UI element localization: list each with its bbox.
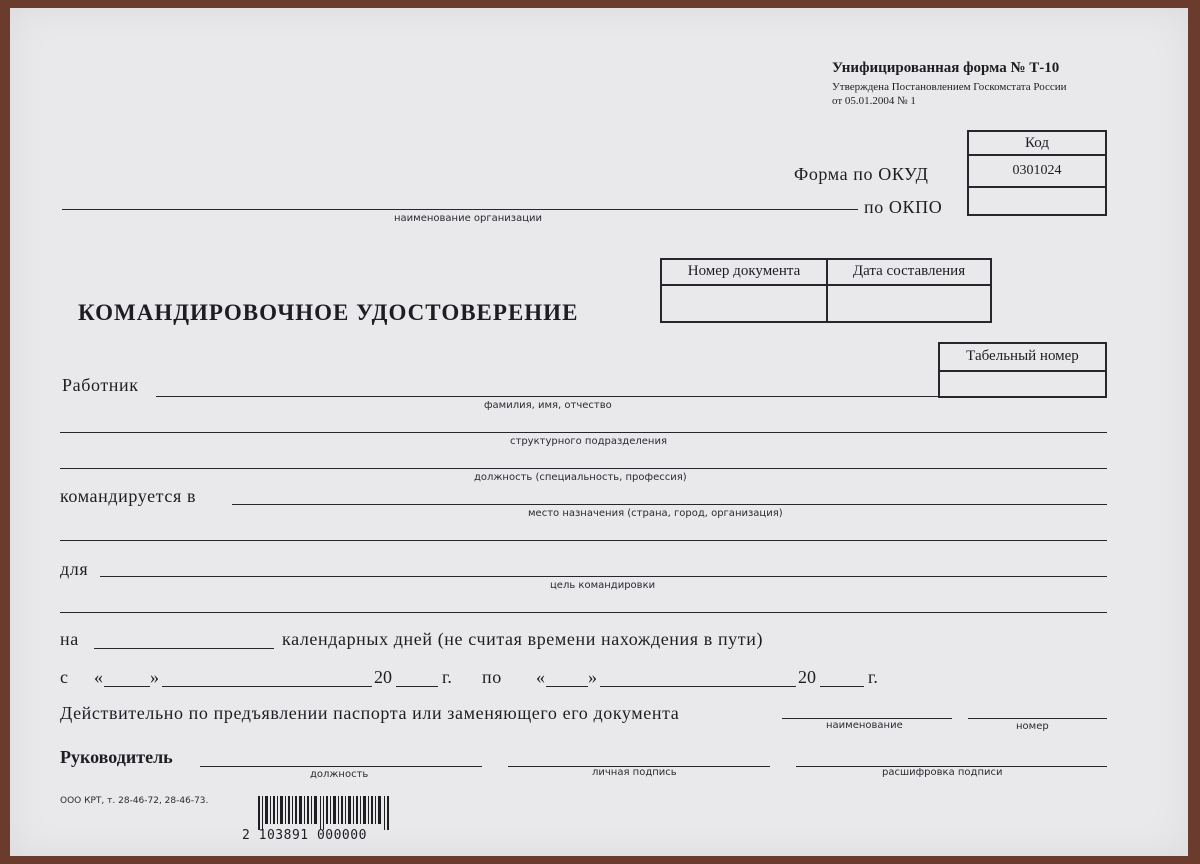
manager-position-field[interactable] <box>200 766 482 767</box>
passport-number-caption: номер <box>1016 721 1049 732</box>
period-from-year-prefix: 20 <box>374 667 392 687</box>
form-sheet <box>10 8 1188 856</box>
department-caption: структурного подразделения <box>510 436 667 447</box>
purpose-caption: цель командировки <box>550 580 656 591</box>
period-to-day-field[interactable] <box>546 686 588 687</box>
approved-line-1: Утверждена Постановлением Госкомстата России <box>832 81 1067 93</box>
employee-name-field[interactable] <box>156 396 938 397</box>
manager-position-caption: должность <box>310 769 369 780</box>
position-caption: должность (специальность, профессия) <box>474 472 687 483</box>
duration-prefix: на <box>60 629 79 649</box>
code-box <box>967 130 1107 216</box>
period-to-open-quote: « <box>536 667 545 687</box>
tabel-number-box <box>938 342 1107 398</box>
barcode-icon <box>258 796 394 830</box>
destination-field[interactable] <box>232 504 1107 505</box>
document-number-header: Номер документа <box>687 263 801 279</box>
period-from-day-field[interactable] <box>104 686 150 687</box>
passport-text: Действительно по предъявлении паспорта или заменяющего его документа <box>60 703 680 723</box>
period-to-close-quote: » <box>588 667 597 687</box>
period-from-close-quote: » <box>150 667 159 687</box>
destination-caption: место назначения (страна, город, организация) <box>528 508 783 519</box>
period-to-year-suffix: г. <box>868 667 878 687</box>
document-title: КОМАНДИРОВОЧНОЕ УДОСТОВЕРЕНИЕ <box>78 300 579 325</box>
position-field[interactable] <box>60 468 1107 469</box>
department-field[interactable] <box>60 432 1107 433</box>
document-number-cell[interactable] <box>662 286 825 321</box>
approved-line-2: от 05.01.2004 № 1 <box>832 95 916 107</box>
duration-suffix: календарных дней (не считая времени нахождения в пути) <box>282 629 764 649</box>
manager-signature-caption: личная подпись <box>592 767 677 778</box>
period-to-month-field[interactable] <box>600 686 796 687</box>
okud-label: Форма по ОКУД <box>794 164 929 184</box>
period-from-year-suffix: г. <box>442 667 452 687</box>
tabel-number-cell[interactable] <box>940 372 1105 396</box>
period-from-month-field[interactable] <box>162 686 372 687</box>
duration-days-field[interactable] <box>94 648 274 649</box>
purpose-field[interactable] <box>100 576 1107 577</box>
destination-field-2[interactable] <box>60 540 1107 541</box>
kod-header: Код <box>1025 135 1049 151</box>
destination-label: командируется в <box>60 486 197 506</box>
period-to-year-prefix: 20 <box>798 667 816 687</box>
passport-document-number-field[interactable] <box>968 718 1107 719</box>
document-date-cell[interactable] <box>828 286 990 321</box>
period-to-year-field[interactable] <box>820 686 864 687</box>
okud-code-value[interactable]: 0301024 <box>1012 163 1062 178</box>
employee-name-caption: фамилия, имя, отчество <box>484 400 612 411</box>
form-name: Унифицированная форма № Т-10 <box>832 60 1060 76</box>
organization-caption: наименование организации <box>394 213 543 224</box>
purpose-label: для <box>60 559 89 579</box>
manager-decoding-caption: расшифровка подписи <box>882 767 1003 778</box>
okpo-label: по ОКПО <box>864 197 943 217</box>
passport-name-caption: наименование <box>826 720 903 731</box>
manager-label: Руководитель <box>60 747 173 767</box>
barcode-digits: 2 103891 000000 <box>242 828 367 843</box>
period-from-label: с <box>60 667 68 687</box>
document-date-header: Дата составления <box>852 263 966 279</box>
tabel-number-header: Табельный номер <box>966 348 1079 364</box>
passport-document-name-field[interactable] <box>782 718 952 719</box>
period-from-open-quote: « <box>94 667 103 687</box>
purpose-field-2[interactable] <box>60 612 1107 613</box>
employee-label: Работник <box>62 375 139 395</box>
period-to-label: по <box>482 667 502 687</box>
period-from-year-field[interactable] <box>396 686 438 687</box>
printer-info: ООО КРТ, т. 28-46-72, 28-46-73. <box>60 796 209 806</box>
organization-field[interactable] <box>62 209 858 210</box>
document-table <box>660 258 992 323</box>
